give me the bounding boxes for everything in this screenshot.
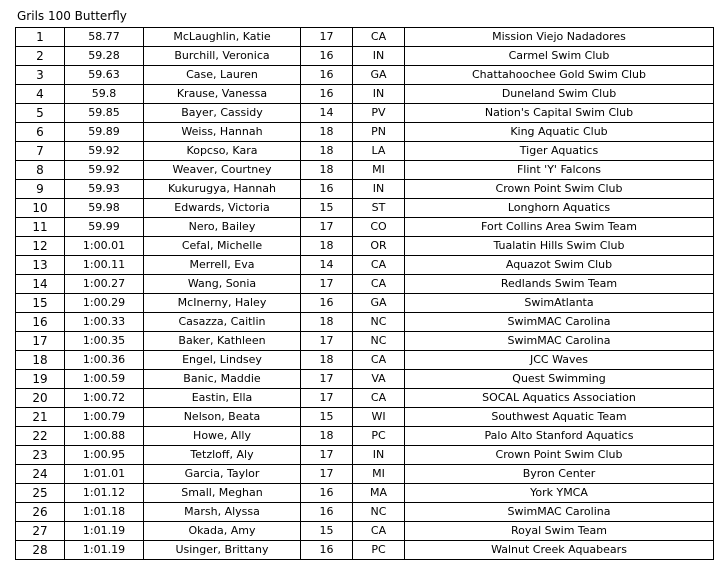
name-cell: Krause, Vanessa (144, 85, 301, 104)
age-cell: 16 (301, 66, 353, 85)
state-cell: CA (353, 256, 405, 275)
club-cell: Fort Collins Area Swim Team (405, 218, 714, 237)
time-cell: 59.92 (65, 142, 144, 161)
table-row (16, 47, 714, 66)
time-cell: 1:01.18 (65, 503, 144, 522)
place-cell: 27 (16, 522, 65, 541)
state-cell: LA (353, 142, 405, 161)
club-cell: Southwest Aquatic Team (405, 408, 714, 427)
name-cell: Garcia, Taylor (144, 465, 301, 484)
name-cell: Weaver, Courtney (144, 161, 301, 180)
state-cell: CA (353, 28, 405, 47)
table-row (16, 465, 714, 484)
club-cell: Aquazot Swim Club (405, 256, 714, 275)
name-cell: Marsh, Alyssa (144, 503, 301, 522)
place-cell: 6 (16, 123, 65, 142)
place-cell: 7 (16, 142, 65, 161)
time-cell: 1:00.29 (65, 294, 144, 313)
place-cell: 26 (16, 503, 65, 522)
age-cell: 14 (301, 256, 353, 275)
table-row (16, 85, 714, 104)
club-cell: Quest Swimming (405, 370, 714, 389)
place-cell: 21 (16, 408, 65, 427)
state-cell: OR (353, 237, 405, 256)
age-cell: 14 (301, 104, 353, 123)
place-cell: 20 (16, 389, 65, 408)
place-cell: 9 (16, 180, 65, 199)
name-cell: Edwards, Victoria (144, 199, 301, 218)
state-cell: CA (353, 522, 405, 541)
time-cell: 1:00.33 (65, 313, 144, 332)
name-cell: Kopcso, Kara (144, 142, 301, 161)
state-cell: CO (353, 218, 405, 237)
place-cell: 12 (16, 237, 65, 256)
state-cell: VA (353, 370, 405, 389)
time-cell: 59.98 (65, 199, 144, 218)
state-cell: IN (353, 47, 405, 66)
age-cell: 16 (301, 484, 353, 503)
time-cell: 59.93 (65, 180, 144, 199)
name-cell: Nero, Bailey (144, 218, 301, 237)
table-row (16, 180, 714, 199)
state-cell: ST (353, 199, 405, 218)
table-row (16, 389, 714, 408)
state-cell: PV (353, 104, 405, 123)
table-row (16, 522, 714, 541)
age-cell: 18 (301, 142, 353, 161)
table-row (16, 28, 714, 47)
state-cell: IN (353, 85, 405, 104)
table-row (16, 503, 714, 522)
time-cell: 59.8 (65, 85, 144, 104)
place-cell: 8 (16, 161, 65, 180)
time-cell: 1:00.59 (65, 370, 144, 389)
age-cell: 15 (301, 199, 353, 218)
age-cell: 18 (301, 427, 353, 446)
club-cell: Mission Viejo Nadadores (405, 28, 714, 47)
page-title: Grils 100 Butterfly (17, 9, 127, 23)
club-cell: Chattahoochee Gold Swim Club (405, 66, 714, 85)
state-cell: WI (353, 408, 405, 427)
place-cell: 22 (16, 427, 65, 446)
name-cell: Okada, Amy (144, 522, 301, 541)
place-cell: 15 (16, 294, 65, 313)
age-cell: 18 (301, 161, 353, 180)
club-cell: King Aquatic Club (405, 123, 714, 142)
time-cell: 1:00.11 (65, 256, 144, 275)
club-cell: Crown Point Swim Club (405, 446, 714, 465)
age-cell: 16 (301, 180, 353, 199)
place-cell: 1 (16, 28, 65, 47)
age-cell: 18 (301, 313, 353, 332)
age-cell: 16 (301, 541, 353, 560)
name-cell: Cefal, Michelle (144, 237, 301, 256)
state-cell: GA (353, 66, 405, 85)
time-cell: 1:00.36 (65, 351, 144, 370)
table-row (16, 256, 714, 275)
age-cell: 16 (301, 47, 353, 66)
age-cell: 15 (301, 522, 353, 541)
results-table-body (16, 28, 714, 560)
club-cell: York YMCA (405, 484, 714, 503)
name-cell: Howe, Ally (144, 427, 301, 446)
name-cell: Wang, Sonia (144, 275, 301, 294)
table-row (16, 294, 714, 313)
club-cell: Duneland Swim Club (405, 85, 714, 104)
name-cell: Eastin, Ella (144, 389, 301, 408)
state-cell: NC (353, 503, 405, 522)
name-cell: Usinger, Brittany (144, 541, 301, 560)
club-cell: SwimMAC Carolina (405, 332, 714, 351)
place-cell: 11 (16, 218, 65, 237)
place-cell: 16 (16, 313, 65, 332)
time-cell: 1:00.79 (65, 408, 144, 427)
name-cell: Banic, Maddie (144, 370, 301, 389)
club-cell: Redlands Swim Team (405, 275, 714, 294)
table-row (16, 541, 714, 560)
state-cell: PC (353, 541, 405, 560)
club-cell: Royal Swim Team (405, 522, 714, 541)
name-cell: Baker, Kathleen (144, 332, 301, 351)
state-cell: IN (353, 446, 405, 465)
state-cell: GA (353, 294, 405, 313)
table-row (16, 446, 714, 465)
name-cell: Nelson, Beata (144, 408, 301, 427)
club-cell: Palo Alto Stanford Aquatics (405, 427, 714, 446)
table-row (16, 370, 714, 389)
place-cell: 4 (16, 85, 65, 104)
club-cell: SOCAL Aquatics Association (405, 389, 714, 408)
age-cell: 17 (301, 389, 353, 408)
club-cell: Longhorn Aquatics (405, 199, 714, 218)
club-cell: Walnut Creek Aquabears (405, 541, 714, 560)
age-cell: 16 (301, 294, 353, 313)
age-cell: 18 (301, 237, 353, 256)
club-cell: JCC Waves (405, 351, 714, 370)
age-cell: 17 (301, 370, 353, 389)
age-cell: 15 (301, 408, 353, 427)
table-row (16, 104, 714, 123)
state-cell: MI (353, 465, 405, 484)
age-cell: 16 (301, 85, 353, 104)
place-cell: 17 (16, 332, 65, 351)
place-cell: 13 (16, 256, 65, 275)
time-cell: 59.89 (65, 123, 144, 142)
name-cell: Small, Meghan (144, 484, 301, 503)
place-cell: 25 (16, 484, 65, 503)
time-cell: 1:00.88 (65, 427, 144, 446)
state-cell: MA (353, 484, 405, 503)
place-cell: 18 (16, 351, 65, 370)
state-cell: PN (353, 123, 405, 142)
name-cell: Bayer, Cassidy (144, 104, 301, 123)
club-cell: Byron Center (405, 465, 714, 484)
place-cell: 14 (16, 275, 65, 294)
results-table (15, 27, 714, 560)
time-cell: 1:01.19 (65, 541, 144, 560)
name-cell: McInerny, Haley (144, 294, 301, 313)
place-cell: 28 (16, 541, 65, 560)
table-row (16, 484, 714, 503)
age-cell: 17 (301, 218, 353, 237)
table-row (16, 237, 714, 256)
time-cell: 1:00.95 (65, 446, 144, 465)
table-row (16, 351, 714, 370)
club-cell: Flint 'Y' Falcons (405, 161, 714, 180)
time-cell: 1:00.01 (65, 237, 144, 256)
time-cell: 1:01.12 (65, 484, 144, 503)
age-cell: 16 (301, 503, 353, 522)
state-cell: NC (353, 332, 405, 351)
table-row (16, 275, 714, 294)
age-cell: 17 (301, 28, 353, 47)
time-cell: 1:00.72 (65, 389, 144, 408)
time-cell: 59.92 (65, 161, 144, 180)
club-cell: Carmel Swim Club (405, 47, 714, 66)
table-row (16, 408, 714, 427)
age-cell: 17 (301, 275, 353, 294)
table-row (16, 66, 714, 85)
name-cell: Kukurugya, Hannah (144, 180, 301, 199)
age-cell: 17 (301, 332, 353, 351)
place-cell: 23 (16, 446, 65, 465)
place-cell: 5 (16, 104, 65, 123)
place-cell: 24 (16, 465, 65, 484)
table-row (16, 123, 714, 142)
place-cell: 10 (16, 199, 65, 218)
state-cell: NC (353, 313, 405, 332)
time-cell: 59.85 (65, 104, 144, 123)
place-cell: 3 (16, 66, 65, 85)
name-cell: Engel, Lindsey (144, 351, 301, 370)
club-cell: SwimMAC Carolina (405, 313, 714, 332)
club-cell: SwimAtlanta (405, 294, 714, 313)
age-cell: 17 (301, 446, 353, 465)
state-cell: MI (353, 161, 405, 180)
time-cell: 1:00.27 (65, 275, 144, 294)
age-cell: 18 (301, 351, 353, 370)
club-cell: Crown Point Swim Club (405, 180, 714, 199)
name-cell: McLaughlin, Katie (144, 28, 301, 47)
table-row (16, 427, 714, 446)
time-cell: 59.28 (65, 47, 144, 66)
name-cell: Burchill, Veronica (144, 47, 301, 66)
state-cell: PC (353, 427, 405, 446)
club-cell: Nation's Capital Swim Club (405, 104, 714, 123)
table-row (16, 332, 714, 351)
table-row (16, 161, 714, 180)
state-cell: CA (353, 275, 405, 294)
age-cell: 18 (301, 123, 353, 142)
place-cell: 2 (16, 47, 65, 66)
name-cell: Tetzloff, Aly (144, 446, 301, 465)
name-cell: Merrell, Eva (144, 256, 301, 275)
time-cell: 59.99 (65, 218, 144, 237)
club-cell: Tualatin Hills Swim Club (405, 237, 714, 256)
name-cell: Casazza, Caitlin (144, 313, 301, 332)
club-cell: SwimMAC Carolina (405, 503, 714, 522)
club-cell: Tiger Aquatics (405, 142, 714, 161)
time-cell: 1:01.01 (65, 465, 144, 484)
table-row (16, 199, 714, 218)
state-cell: CA (353, 351, 405, 370)
age-cell: 17 (301, 465, 353, 484)
name-cell: Case, Lauren (144, 66, 301, 85)
time-cell: 1:01.19 (65, 522, 144, 541)
state-cell: CA (353, 389, 405, 408)
time-cell: 1:00.35 (65, 332, 144, 351)
name-cell: Weiss, Hannah (144, 123, 301, 142)
place-cell: 19 (16, 370, 65, 389)
table-row (16, 142, 714, 161)
table-row (16, 218, 714, 237)
state-cell: IN (353, 180, 405, 199)
table-row (16, 313, 714, 332)
time-cell: 58.77 (65, 28, 144, 47)
time-cell: 59.63 (65, 66, 144, 85)
